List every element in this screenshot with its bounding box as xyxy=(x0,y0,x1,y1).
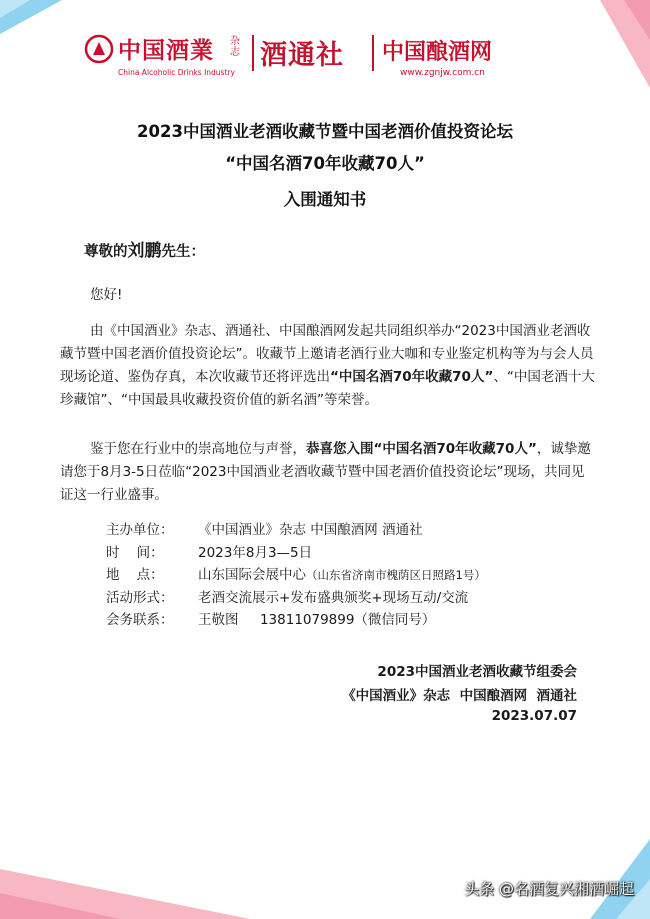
salutation xyxy=(84,236,205,261)
corner-decoration-top-right xyxy=(580,0,650,90)
document-title-line2: “中国名酒70年收藏70人” xyxy=(225,154,425,173)
signature-units: 《中国酒业》杂志 中国酿酒网 酒通社 xyxy=(342,688,577,704)
paragraph-invitation xyxy=(60,438,596,507)
info-value: 老酒交流展示+发布盛典颁奖+现场互动/交流 xyxy=(198,589,469,606)
hello-line: 您好! xyxy=(90,287,123,303)
logo-divider xyxy=(372,35,374,71)
document-title-line3: 入围通知书 xyxy=(283,190,367,209)
signature-date: 2023.07.07 xyxy=(491,708,577,724)
salutation-suffix: 先生： xyxy=(161,244,205,260)
magazine-english-name: China Alcoholic Drinks Industry xyxy=(118,68,235,77)
document-title-line1: 2023中国酒业老酒收藏节暨中国老酒价值投资论坛 xyxy=(137,122,513,141)
info-value: 山东国际会展中心（山东省济南市槐荫区日照路1号） xyxy=(198,567,486,583)
signature-organizer: 2023中国酒业老酒收藏节组委会 xyxy=(377,664,577,680)
info-key: 活动形式： xyxy=(106,589,174,606)
paragraph-intro-text: 由《中国酒业》杂志、酒通社、中国酿酒网发起共同组织举办“2023中国酒业老酒收藏节暨中国老酒价值投资论坛”。收藏节上邀请老酒行业大咖和专业鉴定机构等为与会人员现场论道、鉴伪存真，本次收藏节还将评选出 xyxy=(60,323,594,385)
header-logo-bar xyxy=(84,30,554,80)
magazine-seal-icon xyxy=(84,34,114,64)
info-key: 时 间： xyxy=(106,544,164,561)
info-value: 2023年8月3—5日 xyxy=(198,544,313,561)
zgnjw-url: www.zgnjw.com.cn xyxy=(400,68,485,78)
watermark: 头条 @名酒复兴湘酒崛起 xyxy=(464,880,634,898)
logo-divider xyxy=(252,35,254,71)
info-value: 《中国酒业》杂志 中国酿酒网 酒通社 xyxy=(198,522,423,538)
corner-decoration-bottom-left xyxy=(0,859,260,919)
info-key: 地 点： xyxy=(106,567,164,583)
recipient-name: 刘鹏 xyxy=(127,241,162,261)
award-name-highlight: “中国名酒70年收藏70人” xyxy=(330,369,494,385)
paragraph-intro xyxy=(60,320,596,412)
magazine-logo: 中国酒業 xyxy=(118,38,214,64)
salutation-prefix: 尊敬的 xyxy=(84,244,128,260)
info-value: 王敬图 13811079899（微信同号） xyxy=(198,612,436,628)
venue-address: （山东省济南市槐荫区日照路1号） xyxy=(306,568,486,582)
zgnjw-logo: 中国酿酒网 xyxy=(382,40,493,65)
corner-decoration-top-left xyxy=(0,0,70,42)
info-key: 主办单位： xyxy=(106,522,174,538)
jiutongshe-logo: 酒通社 xyxy=(260,40,344,71)
paragraph-invitation-text: 鉴于您在行业中的崇高地位与声誉， xyxy=(90,441,306,457)
paragraph-intro-tail: 、“中国老酒十大珍藏馆”、“中国最具收藏投资价值的新名酒”等荣誉。 xyxy=(60,369,595,408)
magazine-suffix: 杂志 xyxy=(230,36,240,58)
paragraph-invitation-tail: ，诚挚邀请您于8月3-5日莅临“2023中国酒业老酒收藏节暨中国老酒价值投资论坛”现场，共同见证这一行业盛事。 xyxy=(60,441,591,503)
info-key: 会务联系： xyxy=(106,612,174,628)
congratulation-highlight: 恭喜您入围“中国名酒70年收藏70人” xyxy=(306,441,537,457)
